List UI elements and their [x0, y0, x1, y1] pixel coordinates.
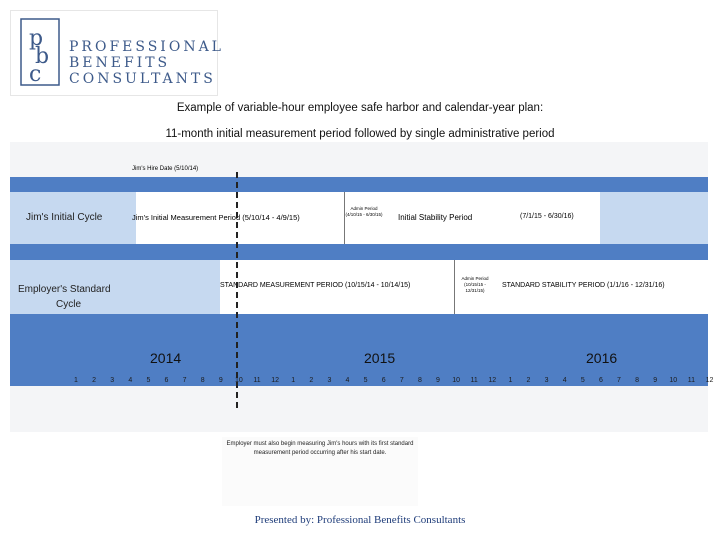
- month-tick-label: 8: [635, 377, 640, 384]
- page-subtitle: 11-month initial measurement period followed by single administrative period: [165, 128, 555, 140]
- jim-measurement-label: Jim's Initial Measurement Period (5/10/14 - 4/9/15): [132, 213, 300, 222]
- standard-stability-label: STANDARD STABILITY PERIOD (1/1/16 - 12/31/16): [502, 282, 665, 289]
- company-logo: [10, 10, 224, 96]
- month-tick-label: 12: [488, 377, 497, 384]
- month-tick-label: 2: [309, 377, 314, 384]
- month-tick-label: 10: [669, 377, 678, 384]
- month-tick-label: 5: [146, 377, 151, 384]
- month-tick-label: 7: [182, 377, 187, 384]
- month-tick-label: 1: [508, 377, 513, 384]
- month-tick-label: 6: [164, 377, 169, 384]
- page-title: Example of variable-hour employee safe harbor and calendar-year plan:: [176, 102, 544, 114]
- timeline-band-middle: [10, 244, 708, 260]
- logo-line-1: PROFESSIONAL: [69, 39, 224, 55]
- hire-date-marker: [236, 172, 238, 408]
- month-tick-label: 4: [562, 377, 567, 384]
- month-tick-label: 11: [470, 377, 478, 384]
- logo-line-2: BENEFITS: [69, 55, 171, 71]
- measurement-note: Employer must also begin measuring Jim's hours with its first standard measurement period occurring after his start date.: [222, 437, 418, 506]
- jim-cycle-label: Jim's Initial Cycle: [26, 212, 103, 223]
- month-tick-label: 3: [544, 377, 549, 384]
- standard-measurement-label: STANDARD MEASUREMENT PERIOD (10/15/14 - 10/14/15): [220, 282, 411, 289]
- month-tick-label: 6: [598, 377, 603, 384]
- month-tick-label: 5: [580, 377, 585, 384]
- month-tick-label: 9: [436, 377, 440, 384]
- month-tick-label: 4: [128, 377, 133, 384]
- month-tick-label: 11: [253, 377, 261, 384]
- standard-admin-label: Admin Period (10/15/15 - 12/31/15): [461, 276, 489, 293]
- year-label-2014: 2014: [150, 350, 182, 366]
- month-tick-label: 9: [653, 377, 658, 384]
- month-tick-label: 3: [110, 377, 115, 384]
- timeline-band-bottom: [10, 314, 708, 330]
- pbc-monogram-icon: [19, 17, 63, 89]
- month-tick-label: 10: [234, 377, 243, 384]
- svg-text:b: b: [35, 44, 50, 69]
- jim-stability-dates: (7/1/15 - 6/30/16): [520, 213, 574, 220]
- svg-text:p: p: [29, 26, 44, 51]
- month-tick-label: 12: [705, 377, 714, 384]
- month-tick-label: 10: [452, 377, 460, 384]
- employer-cycle-label-1: Employer's Standard: [18, 284, 111, 295]
- month-tick-label: 8: [417, 377, 422, 384]
- jim-admin-period: [344, 192, 385, 244]
- timeline-band-top: [10, 177, 708, 192]
- month-tick-label: 1: [74, 377, 78, 384]
- logo-line-3: CONSULTANTS: [69, 71, 216, 87]
- month-tick-label: 8: [200, 377, 205, 384]
- month-tick-label: 11: [687, 377, 696, 384]
- month-tick-label: 2: [526, 377, 531, 384]
- month-tick-label: 7: [399, 377, 404, 384]
- month-tick-label: 7: [617, 377, 621, 384]
- jim-admin-label: Admin Period (4/10/15 - 6/30/15): [345, 206, 383, 217]
- year-label-2016: 2016: [586, 350, 618, 366]
- month-tick-label: 3: [327, 377, 332, 384]
- year-label-2015: 2015: [364, 350, 396, 366]
- month-tick-label: 12: [271, 377, 279, 384]
- svg-text:c: c: [29, 62, 42, 87]
- month-tick-label: 6: [381, 377, 386, 384]
- month-tick-label: 2: [92, 377, 97, 384]
- month-tick-label: 4: [345, 377, 350, 384]
- month-tick-label: 9: [218, 377, 223, 384]
- month-tick-label: 5: [363, 377, 368, 384]
- jim-stability-label: Initial Stability Period: [398, 213, 473, 222]
- month-tick-label: 1: [291, 377, 296, 384]
- employer-cycle-label-2: Cycle: [56, 299, 82, 310]
- presenter-footer: Presented by: Professional Benefits Consultants: [254, 514, 466, 526]
- hire-date-label: Jim's Hire Date (5/10/14): [132, 166, 199, 172]
